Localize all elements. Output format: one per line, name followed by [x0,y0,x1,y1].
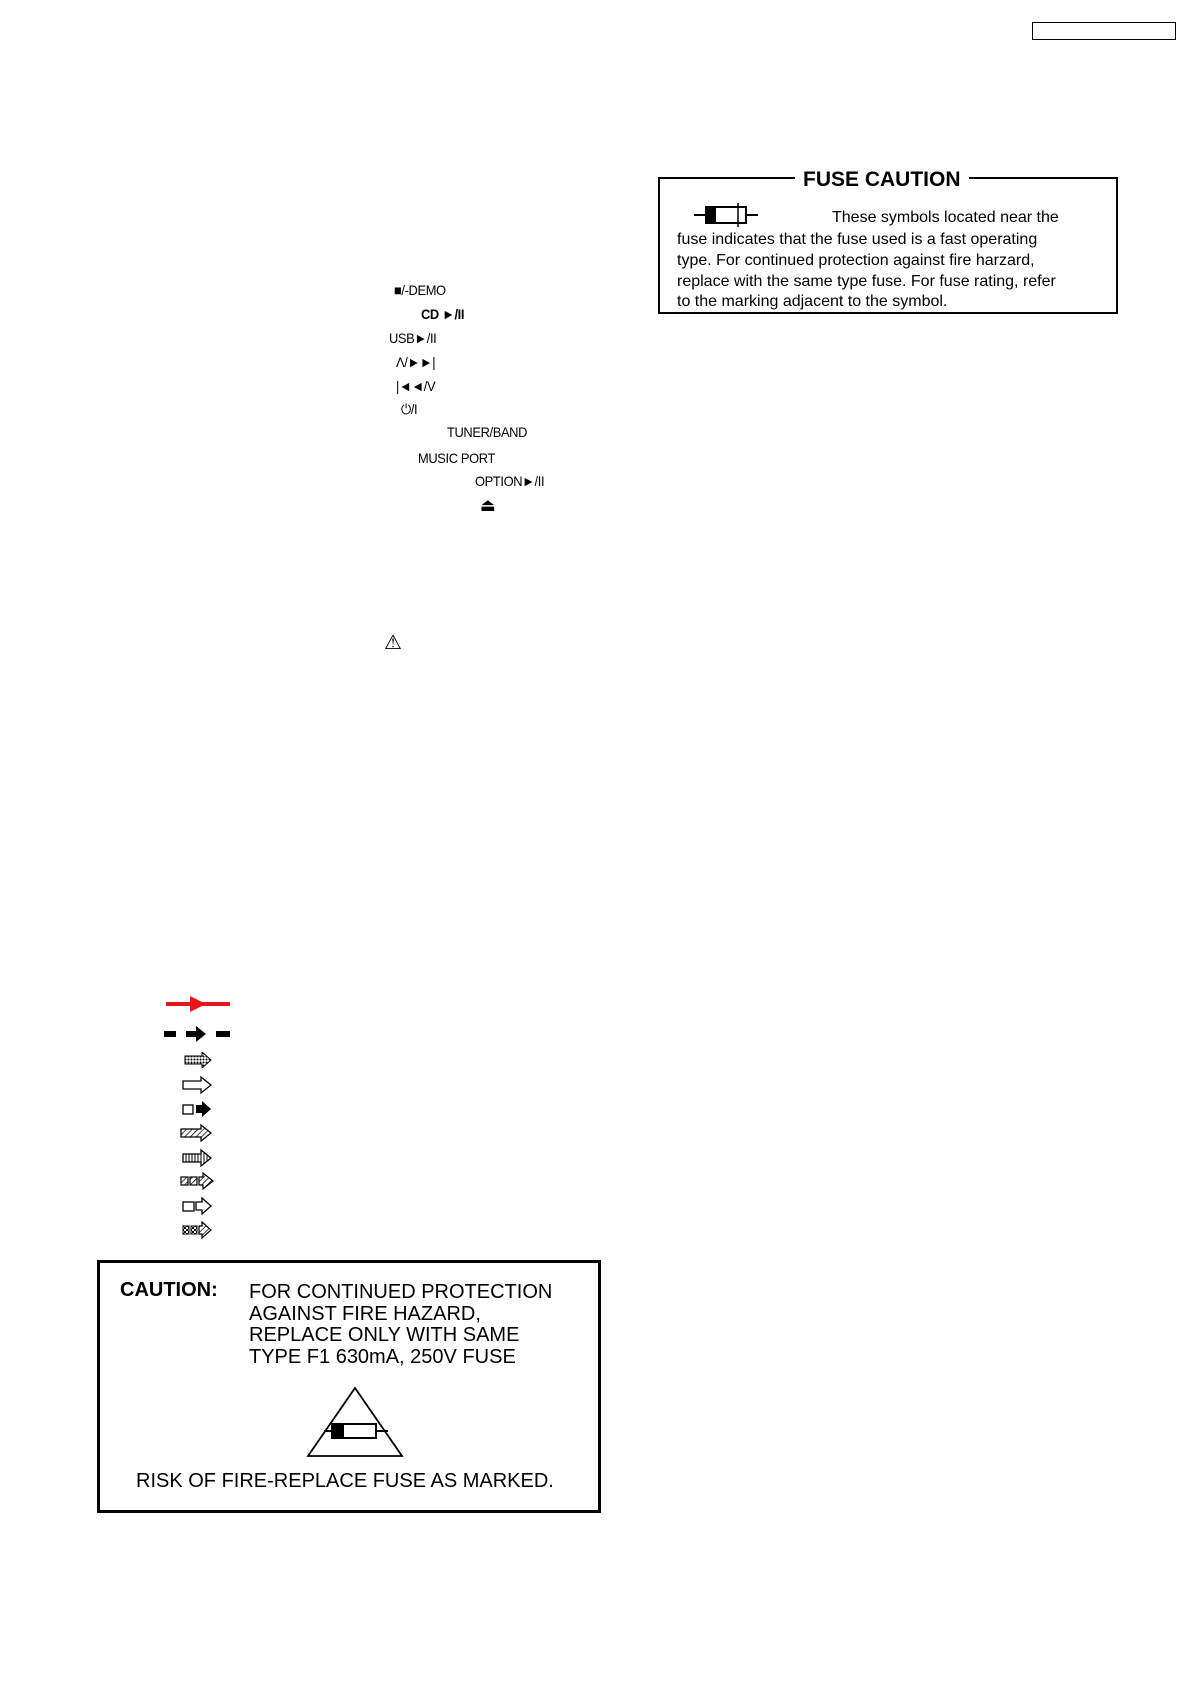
caution-footer: RISK OF FIRE-REPLACE FUSE AS MARKED. [136,1470,554,1492]
fuse-caution-line-4: replace with the same type fuse. For fuse rating, refer [677,273,1056,290]
caution-line-3: REPLACE ONLY WITH SAME [249,1324,520,1346]
caution-label: CAUTION: [120,1279,218,1301]
key-label-tuner-band: TUNER/BAND [447,424,528,440]
fuse-caution-line-1: These symbols located near the [832,209,1059,226]
fuse-warning-triangle-icon [306,1386,404,1458]
key-label-power: ⏻/I [401,401,418,417]
hatched-arrow-icon [180,1124,212,1142]
key-label-option-play: OPTION►/II [475,473,545,489]
checked-arrow-icon [182,1221,212,1239]
caution-line-2: AGAINST FIRE HAZARD, [249,1303,481,1325]
fuse-caution-line-2: fuse indicates that the fuse used is a fast operating [677,231,1038,248]
outline-arrow-icon [182,1076,212,1094]
key-label-music-port: MUSIC PORT [418,450,495,466]
vertical-striped-arrow-icon [182,1149,212,1167]
segmented-hatched-arrow-icon [180,1172,214,1190]
square-outline-arrow-icon [182,1197,212,1215]
key-label-up-next: Λ/►►| [396,354,436,370]
solid-red-arrow-icon [166,996,230,1012]
key-label-usb-play: USB►/II [389,330,437,346]
key-label-stop-demo: ■/-DEMO [394,282,446,298]
fuse-caution-title: FUSE CAUTION [795,166,969,194]
key-label-prev-down: |◄◄/V [396,378,436,394]
fuse-caution-line-5: to the marking adjacent to the symbol. [677,293,948,310]
key-label-eject: ⏏ [480,495,496,515]
caution-line-4: TYPE F1 630mA, 250V FUSE [249,1346,516,1368]
page-id-box [1032,22,1176,40]
fuse-caution-line-3: type. For continued protection against fire harzard, [677,252,1035,269]
key-label-cd-play: CD ►/II [421,306,465,322]
dashed-black-arrow-icon [164,1026,232,1042]
caution-line-1: FOR CONTINUED PROTECTION [249,1281,553,1303]
square-solid-arrow-icon [182,1100,212,1118]
dotted-arrow-icon [184,1052,212,1068]
fuse-symbol-icon [694,203,758,227]
warning-triangle-icon: ⚠ [384,632,402,654]
